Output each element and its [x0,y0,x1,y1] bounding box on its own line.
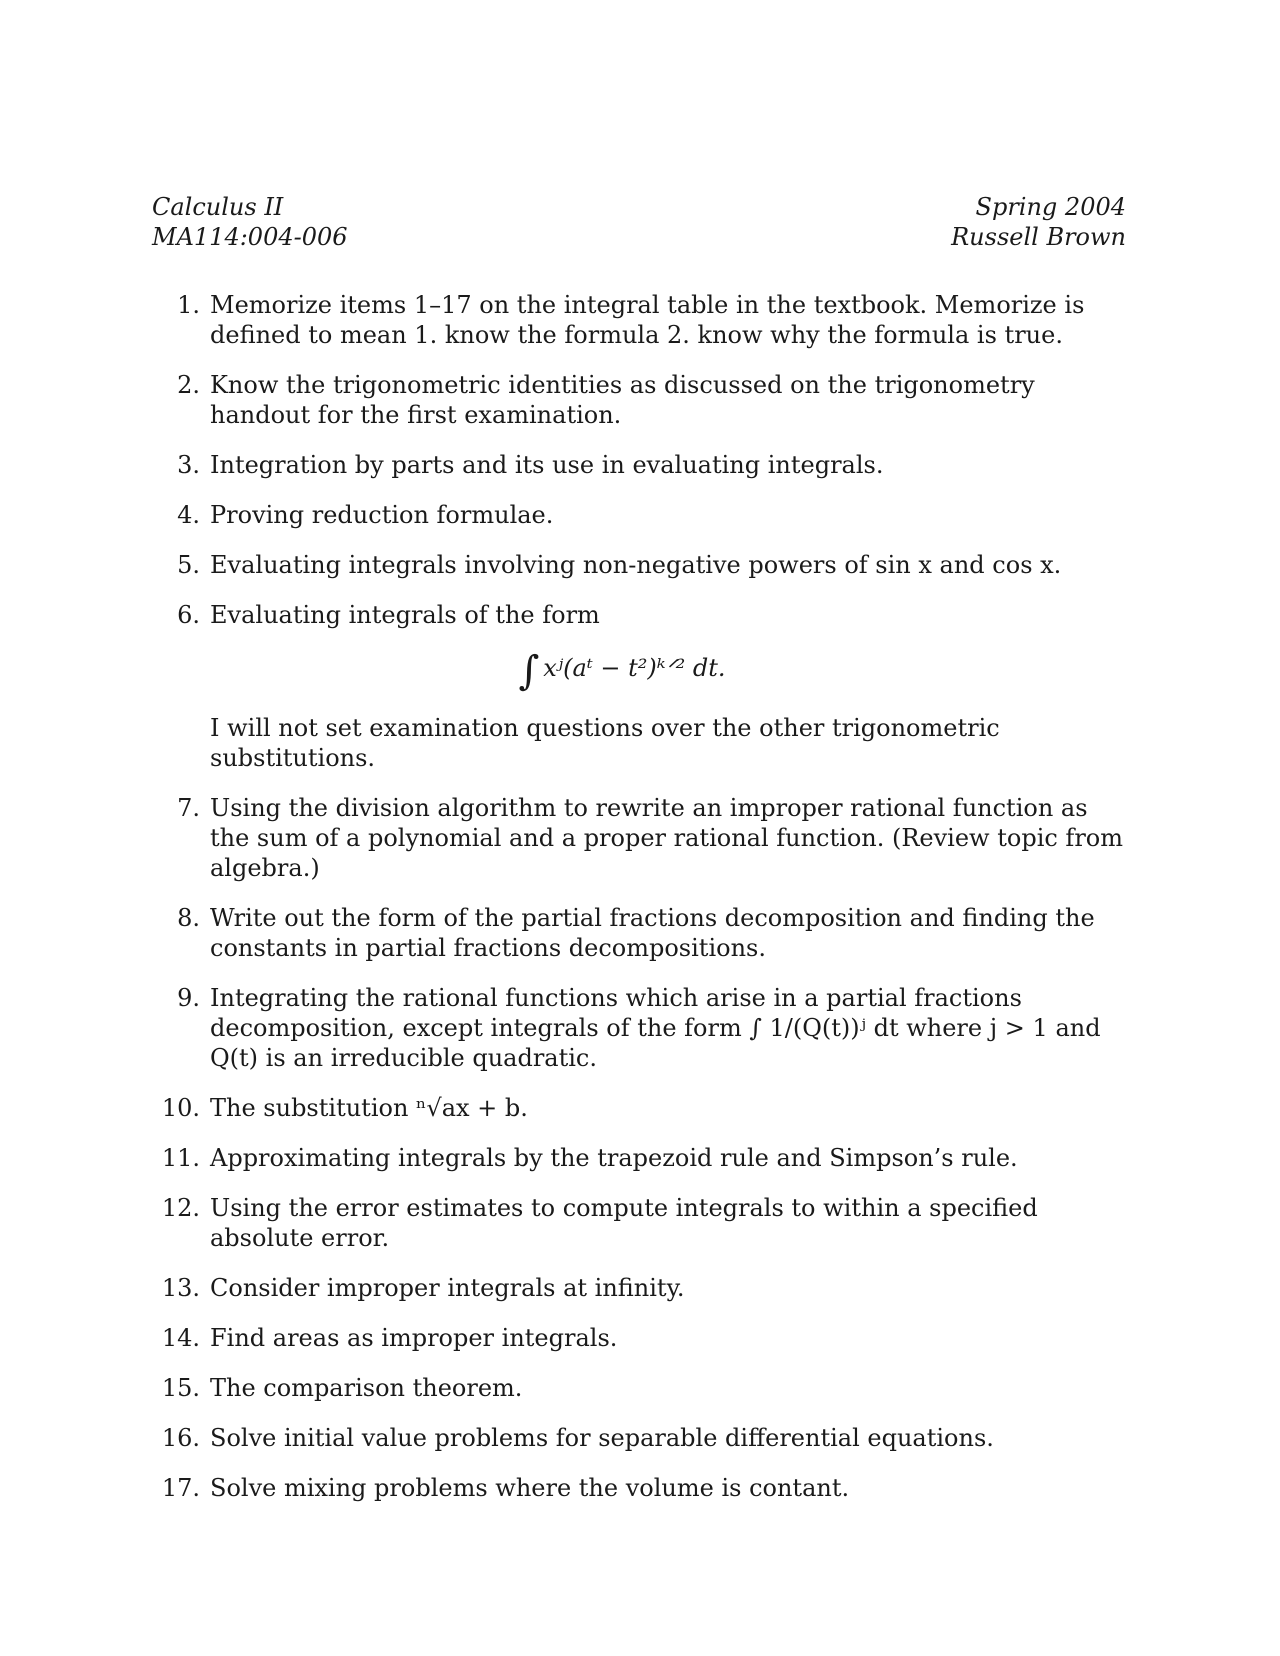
item-text: Using the error estimates to compute integrals to within a specified absolute error. [210,1194,1038,1252]
item-text: Evaluating integrals involving non-negative powers of sin x and cos x. [210,551,1062,579]
list-item [152,600,1132,630]
item-text: Integration by parts and its use in evaluating integrals. [210,451,884,479]
item-number: 6. [177,601,200,629]
item-text: The comparison theorem. [210,1374,523,1402]
list-item [152,550,1132,580]
course-section: MA114:004-006 [152,223,348,251]
item-number: 8. [177,904,200,932]
topic-list [152,290,1132,1523]
item-number: 4. [177,501,200,529]
item-text: Using the division algorithm to rewrite an improper rational function as the sum of a polynomial and a proper rational function. (Review topic from algebra.) [210,794,1123,882]
list-item [152,903,1132,963]
list-item [152,1373,1132,1403]
item-text: Solve mixing problems where the volume is contant. [210,1474,850,1502]
item-text: Approximating integrals by the trapezoid rule and Simpson’s rule. [210,1144,1018,1172]
list-item [152,793,1132,883]
list-item [152,1193,1132,1253]
item-text: Consider improper integrals at infinity. [210,1274,685,1302]
list-item [152,1143,1132,1173]
item-text: Memorize items 1–17 on the integral table in the textbook. Memorize is defined to mean 1. know the formula 2. know why the formula is true. [210,291,1085,349]
item-text: The substitution ⁿ√ax + b. [210,1094,528,1122]
item-number: 2. [177,371,200,399]
item-number: 17. [161,1474,200,1502]
list-item [152,500,1132,530]
item-number: 12. [161,1194,200,1222]
header-left [152,192,348,252]
list-item [152,1273,1132,1303]
item-number: 1. [177,291,200,319]
item-number: 10. [161,1094,200,1122]
item-number: 5. [177,551,200,579]
item-number: 14. [161,1324,200,1352]
item-text: Find areas as improper integrals. [210,1324,618,1352]
list-item [152,450,1132,480]
item-text: Know the trigonometric identities as discussed on the trigonometry handout for the first examination. [210,371,1035,429]
item-note: I will not set examination questions over the other trigonometric substitutions. [210,714,1000,772]
list-item [152,290,1132,350]
list-item [152,1473,1132,1503]
list-item [152,1423,1132,1453]
formula-body: xʲ(aᵗ − t²)ᵏᐟ² dt. [543,654,726,682]
item-number: 11. [161,1144,200,1172]
integral-sign: ∫ [518,648,540,694]
item-number: 7. [177,794,200,822]
term: Spring 2004 [975,193,1126,221]
item-number: 16. [161,1424,200,1452]
list-item [152,1093,1132,1123]
item-number: 3. [177,451,200,479]
item-number: 13. [161,1274,200,1302]
course-name: Calculus II [152,193,284,221]
header-right [951,192,1126,252]
item-number: 9. [177,984,200,1012]
item-text: Proving reduction formulae. [210,501,554,529]
list-item [152,370,1132,430]
item-text: Write out the form of the partial fractions decomposition and finding the constants in partial fractions decompositions. [210,904,1095,962]
item-text: Solve initial value problems for separable differential equations. [210,1424,994,1452]
item-number: 15. [161,1374,200,1402]
item-text: Integrating the rational functions which arise in a partial fractions decomposition, except integrals of the form ∫ 1/(Q(t))ʲ dt where j > 1 and Q(t) is an irreducible quadratic. [210,984,1101,1072]
instructor: Russell Brown [951,223,1126,251]
list-item [152,983,1132,1073]
item-text: Evaluating integrals of the form [210,601,600,629]
list-item [152,1323,1132,1353]
display-formula [152,648,1132,694]
